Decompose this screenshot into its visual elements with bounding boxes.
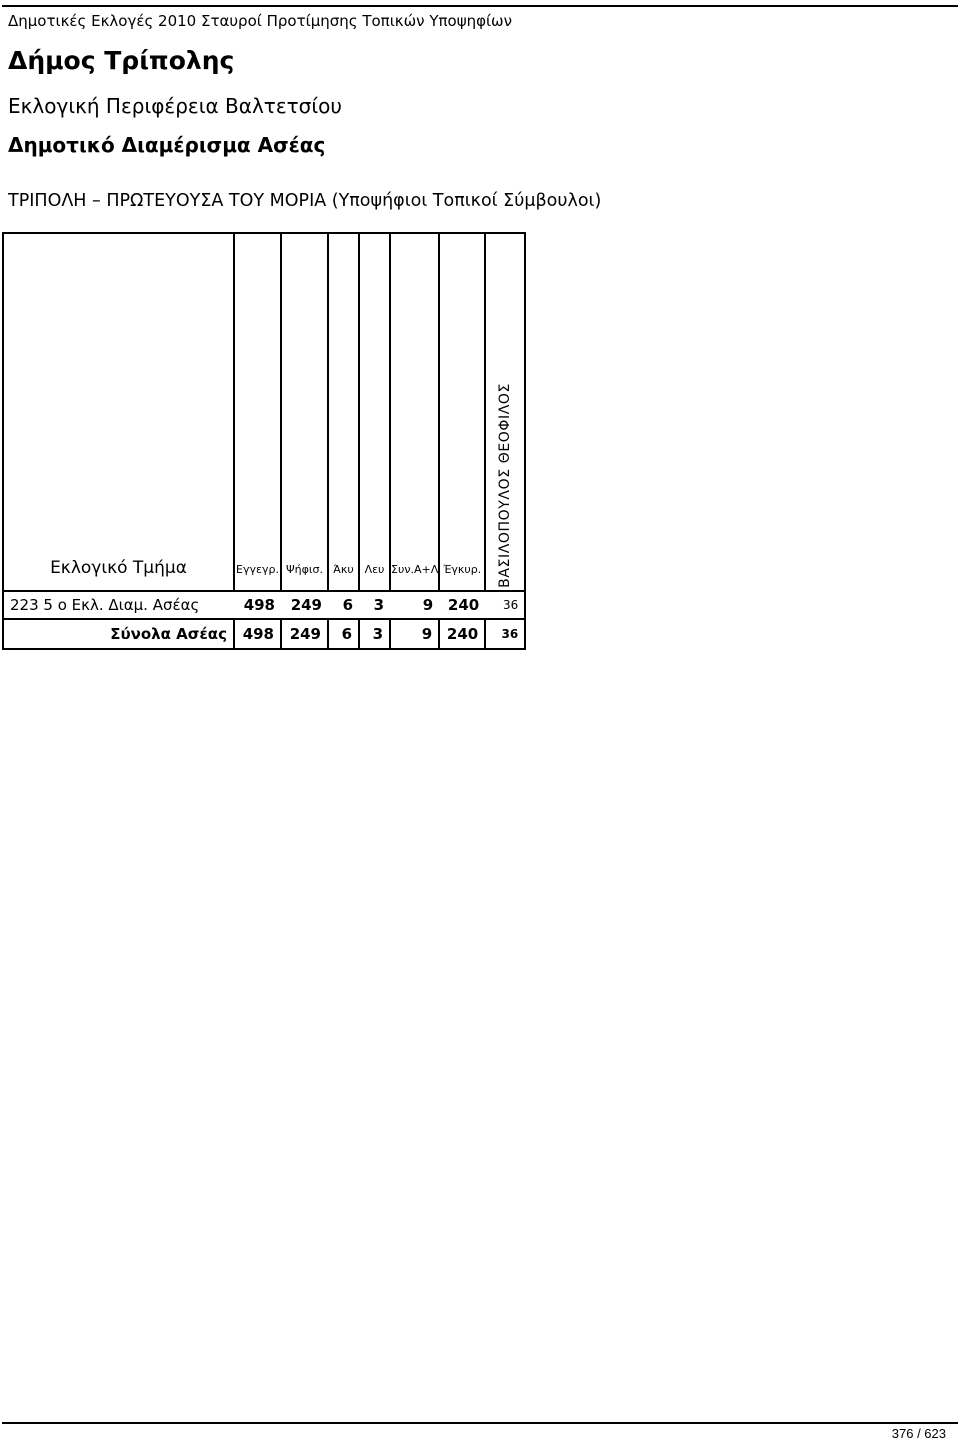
- col-header-candidate: ΒΑΣΙΛΟΠΟΥΛΟΣ ΘΕΟΦΙΛΟΣ: [485, 233, 525, 591]
- cell-registered: 498: [234, 591, 281, 619]
- cell-valid: 240: [439, 591, 485, 619]
- col-header-valid: Έγκυρ.: [439, 233, 485, 591]
- bottom-rule: [2, 1422, 958, 1424]
- col-header-registered: Εγγεγρ.: [234, 233, 281, 591]
- total-invalid-blank: 9: [390, 619, 439, 649]
- cell-blank: 3: [359, 591, 390, 619]
- col-header-invalid-blank: Συν.Α+Λ: [390, 233, 439, 591]
- list-title: ΤΡΙΠΟΛΗ – ΠΡΩΤΕΥΟΥΣΑ ΤΟΥ ΜΟΡΙΑ (Υποψήφιοι Τοπικοί Σύμβουλοι): [8, 191, 602, 211]
- total-valid: 240: [439, 619, 485, 649]
- table-row: [3, 591, 525, 619]
- cell-invalid: 6: [328, 591, 359, 619]
- municipal-district: Δημοτικό Διαμέρισμα Ασέας: [8, 133, 326, 157]
- cell-invalid-blank: 9: [390, 591, 439, 619]
- page-number: 376 / 623: [891, 1426, 946, 1441]
- total-registered: 498: [234, 619, 281, 649]
- totals-label: Σύνολα Ασέας: [3, 619, 234, 649]
- col-header-voted: Ψήφισ.: [281, 233, 328, 591]
- total-voted: 249: [281, 619, 328, 649]
- total-blank: 3: [359, 619, 390, 649]
- page-header: Δημοτικές Εκλογές 2010 Σταυροί Προτίμησης Τοπικών Υποψηφίων: [8, 12, 513, 30]
- cell-voted: 249: [281, 591, 328, 619]
- total-invalid: 6: [328, 619, 359, 649]
- cell-section: 223 5 ο Εκλ. Διαμ. Ασέας: [3, 591, 234, 619]
- results-table: [2, 232, 526, 650]
- col-header-blank: Λευ: [359, 233, 390, 591]
- municipality-title: Δήμος Τρίπολης: [8, 46, 235, 75]
- totals-row: [3, 619, 525, 649]
- electoral-region: Εκλογική Περιφέρεια Βαλτετσίου: [8, 94, 342, 118]
- col-header-section: Εκλογικό Τμήμα: [3, 233, 234, 591]
- total-candidate-votes: 36: [485, 619, 525, 649]
- top-rule: [2, 5, 958, 7]
- table-header-row: [3, 233, 525, 591]
- cell-candidate-votes: 36: [485, 591, 525, 619]
- col-header-invalid: Άκυ: [328, 233, 359, 591]
